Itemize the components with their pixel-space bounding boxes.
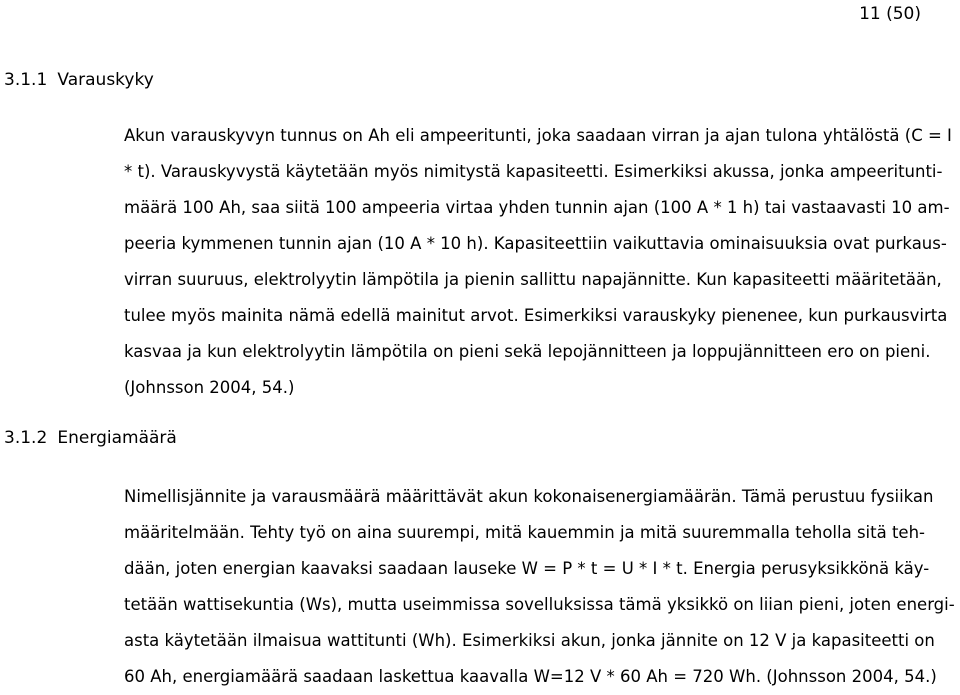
text-line: peeria kymmenen tunnin ajan (10 A * 10 h). Kapasiteettiin vaikuttavia ominaisuuksia ovat purkaus- bbox=[124, 234, 947, 253]
text-line: 60 Ah, energiamäärä saadaan laskettua kaavalla W=12 V * 60 Ah = 720 Wh. (Johnsson 2004, 54.) bbox=[124, 667, 937, 686]
text-line: kasvaa ja kun elektrolyytin lämpötila on pieni sekä lepojännitteen ja loppujännitteen ero on pieni. bbox=[124, 342, 931, 361]
page-number: 11 (50) bbox=[859, 4, 921, 24]
paragraph-energiamaara bbox=[124, 479, 955, 695]
text-line: virran suuruus, elektrolyytin lämpötila ja pienin sallittu napajännitte. Kun kapasiteetti määritetään, bbox=[124, 270, 942, 289]
text-line: tetään wattisekuntia (Ws), mutta useimmissa sovelluksissa tämä yksikkö on liian pieni, joten energi- bbox=[124, 595, 955, 614]
text-line: tulee myös mainita nämä edellä mainitut arvot. Esimerkiksi varauskyky pienenee, kun purkausvirta bbox=[124, 306, 948, 325]
text-line: asta käytetään ilmaisua wattitunti (Wh). Esimerkiksi akun, jonka jännite on 12 V ja kapasiteetti on bbox=[124, 631, 935, 650]
section-title: Varauskyky bbox=[57, 70, 154, 90]
text-line: Nimellisjännite ja varausmäärä määrittävät akun kokonaisenergiamäärän. Tämä perustuu fysiikan bbox=[124, 487, 934, 506]
paragraph-varauskyky bbox=[124, 118, 952, 406]
section-heading-varauskyky bbox=[4, 70, 154, 90]
text-line: dään, joten energian kaavaksi saadaan lauseke W = P * t = U * I * t. Energia perusyksikkönä käy- bbox=[124, 559, 930, 578]
section-title: Energiamäärä bbox=[57, 428, 177, 448]
section-heading-energiamaara bbox=[4, 428, 177, 448]
text-line: määrä 100 Ah, saa siitä 100 ampeeria virtaa yhden tunnin ajan (100 A * 1 h) tai vastaavasti 10 am- bbox=[124, 198, 950, 217]
text-line: määritelmään. Tehty työ on aina suurempi, mitä kauemmin ja mitä suuremmalla teholla sitä teh- bbox=[124, 523, 925, 542]
text-line: Akun varauskyvyn tunnus on Ah eli ampeeritunti, joka saadaan virran ja ajan tulona yhtälöstä (C = I bbox=[124, 126, 952, 145]
text-line: (Johnsson 2004, 54.) bbox=[124, 378, 295, 397]
section-number: 3.1.1 bbox=[4, 70, 48, 90]
text-line: * t). Varauskyvystä käytetään myös nimitystä kapasiteetti. Esimerkiksi akussa, jonka ampeeritunti- bbox=[124, 162, 943, 181]
section-number: 3.1.2 bbox=[4, 428, 48, 448]
